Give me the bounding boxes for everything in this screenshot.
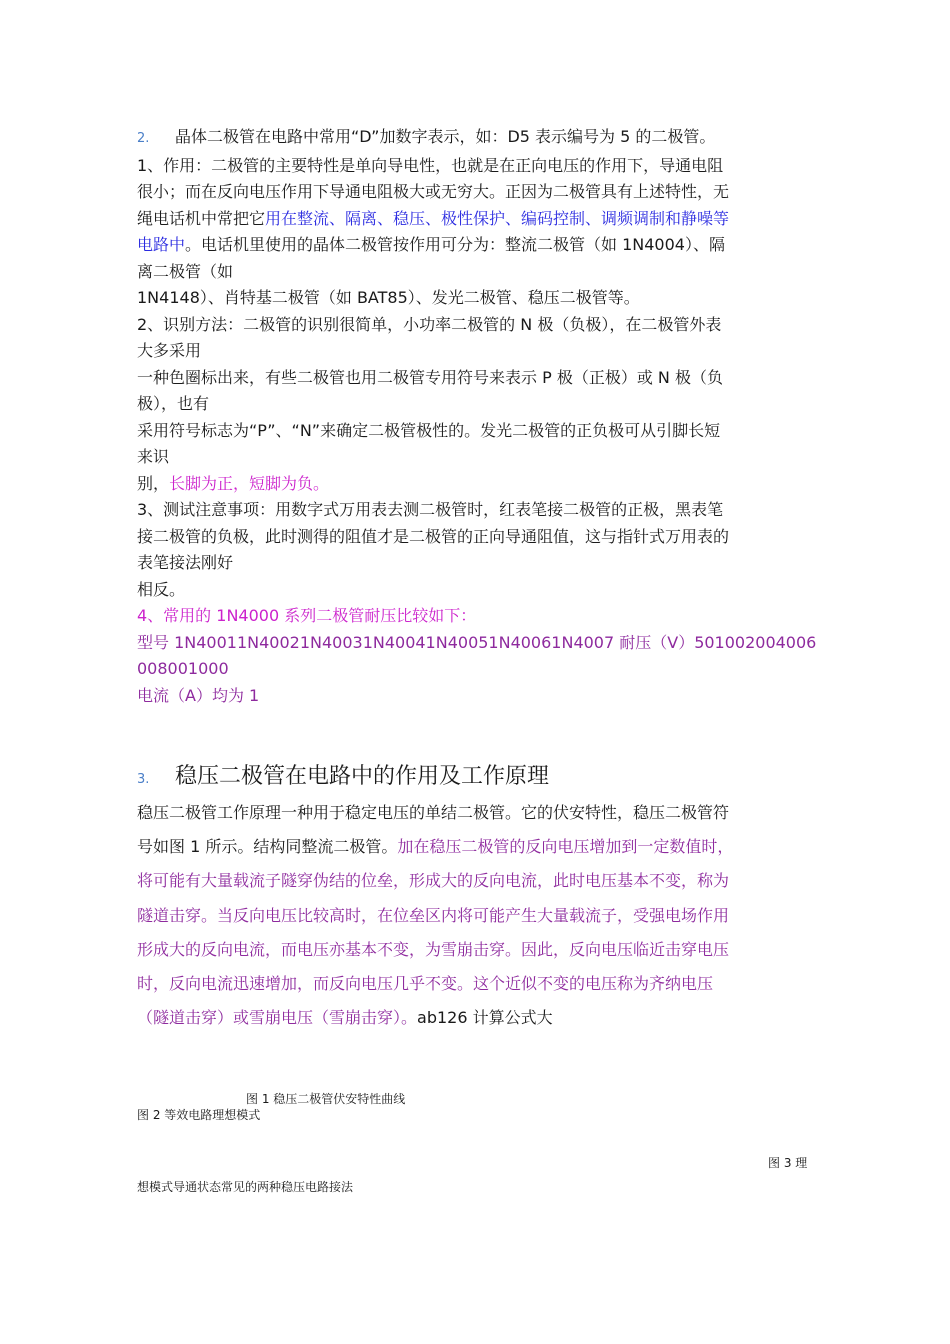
text-line: 相反。 — [137, 579, 186, 599]
text-line: 1N4148）、肖特基二极管（如 BAT85）、发光二极管、稳压二极管等。 — [137, 288, 640, 307]
text-line: 大多采用 — [137, 341, 202, 360]
section-3-heading: 3. 稳压二极管在电路中的作用及工作原理 — [137, 761, 817, 796]
text-line: 形成大的反向电流，而电压亦基本不变，为雪崩击穿。因此，反向电压临近击穿电压 — [137, 939, 730, 959]
highlight-text: 用在整流、隔离、稳压、极性保护、编码控制、调频调制和静噪等 — [265, 208, 730, 228]
text-line: 电流（A）均为 1 — [137, 685, 260, 705]
highlight-text: 加在稳压二极管的反向电压增加到一定数值时， — [397, 837, 734, 857]
figure-3-caption: 图 3 理 — [768, 1156, 808, 1170]
text-line: 接二极管的负极，此时测得的阻值才是二极管的正向导通阻值，这与指针式万用表的 — [137, 526, 730, 546]
text-line: 2、识别方法：二极管的识别很简单，小功率二极管的 N 极（负极），在二极管外表 — [137, 314, 722, 334]
text-line: 稳压二极管工作原理一种用于稳定电压的单结二极管。它的伏安特性，稳压二极管符 — [137, 803, 730, 822]
section-3-paragraph — [137, 796, 817, 1035]
text-line: 将可能有大量载流子隧穿伪结的位垒，形成大的反向电流，此时电压基本不变，称为 — [137, 871, 730, 891]
text-line: 隧道击穿。当反向电压比较高时，在位垒区内将可能产生大量载流子，受强电场作用 — [137, 905, 730, 925]
text-line: 4、常用的 1N4000 系列二极管耐压比较如下： — [137, 606, 477, 625]
document-body — [137, 124, 817, 1035]
text-line: 采用符号标志为“P”、“N”来确定二极管极性的。发光二极管的正负极可从引脚长短 — [137, 420, 721, 440]
section-3-number: 3. — [137, 772, 150, 787]
text-line: 绳电话机中常把它用在整流、隔离、稳压、极性保护、编码控制、调频调制和静噪等 — [137, 208, 730, 228]
text-line: 1、作用：二极管的主要特性是单向导电性，也就是在正向电压的作用下，导通电阻 — [137, 155, 724, 175]
text-line: 电路中。电话机里使用的晶体二极管按作用可分为：整流二极管（如 1N4004）、隔 — [137, 235, 725, 254]
text-line: 号如图 1 所示。结构同整流二极管。加在稳压二极管的反向电压增加到一定数值时， — [137, 837, 734, 857]
text-line: 来识 — [137, 447, 170, 466]
text-line: （隧道击穿）或雪崩电压（雪崩击穿）。ab126 计算公式大 — [137, 1008, 553, 1028]
text-line: 一种色圈标出来，有些二极管也用二极管专用符号来表示 P 极（正极）或 N 极（负 — [137, 367, 723, 387]
text-line: 表笔接法刚好 — [137, 553, 234, 572]
text-line: 别，长脚为正，短脚为负。 — [137, 473, 330, 493]
highlight-text: 长脚为正，短脚为负。 — [169, 473, 330, 493]
text-line: 极），也有 — [137, 394, 210, 413]
text-line: 很小；而在反向电压作用下导通电阻极大或无穷大。正因为二极管具有上述特性，无 — [137, 182, 730, 201]
section-2-heading: 2. 晶体二极管在电路中常用“D”加数字表示，如：D5 表示编号为 5 的二极管。 — [137, 124, 817, 153]
text-line: 3、测试注意事项：用数字式万用表去测二极管时，红表笔接二极管的正极，黑表笔 — [137, 500, 724, 519]
text-line: 008001000 — [137, 659, 229, 678]
figure-3-caption-continued: 想模式导通状态常见的两种稳压电路接法 — [137, 1180, 354, 1194]
section-2-number: 2. — [137, 131, 150, 146]
highlight-text: 电路中 — [137, 235, 186, 254]
text-line: 时，反向电流迅速增加，而反向电压几乎不变。这个近似不变的电压称为齐纳电压 — [137, 974, 714, 994]
figure-2-caption: 图 2 等效电路理想模式 — [137, 1108, 261, 1122]
figure-1-caption: 图 1 稳压二极管伏安特性曲线 — [246, 1092, 406, 1106]
text-line: 型号 1N40011N40021N40031N40041N40051N40061N4007 耐压（V）501002004006 — [137, 632, 817, 652]
text-line: 离二极管（如 — [137, 261, 234, 281]
